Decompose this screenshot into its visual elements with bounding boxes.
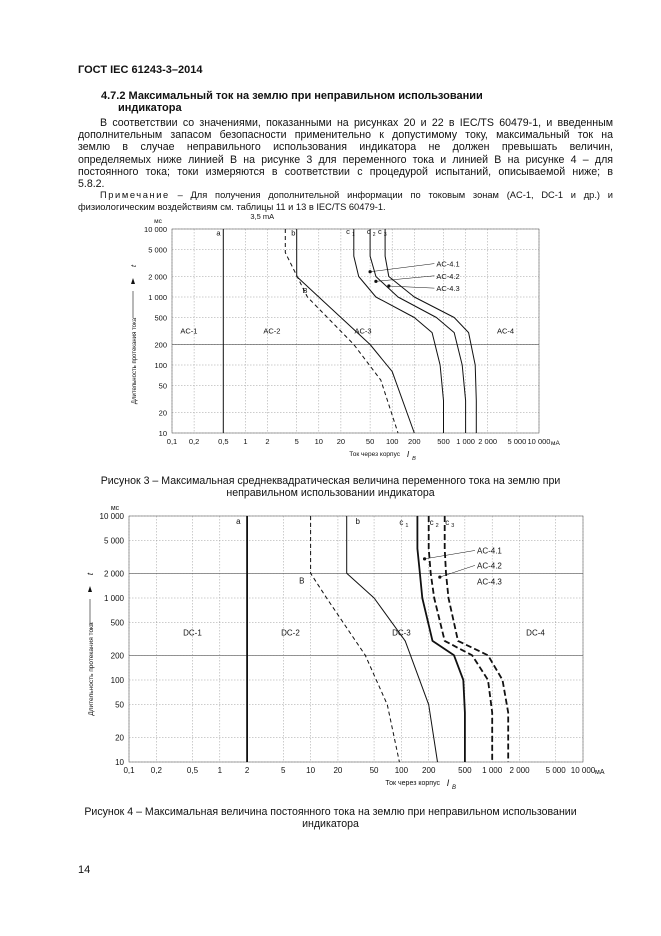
x-tick-label: 20: [333, 766, 343, 775]
curve-label-3,5 mA: 3,5 mA: [250, 212, 275, 222]
annotation-point: [438, 575, 441, 578]
figure-3-caption: [0, 475, 661, 499]
y-tick-label: 50: [115, 700, 124, 710]
x-axis-symbol: I: [406, 449, 410, 459]
y-tick-label: 500: [154, 313, 167, 323]
x-tick-label: 500: [437, 437, 450, 446]
x-tick-label: 1: [217, 766, 223, 775]
annotation-leader: [370, 264, 434, 272]
curve-label-B: B: [299, 576, 305, 586]
x-tick-label: 2 000: [478, 437, 498, 446]
x-tick-label: 1 000: [482, 766, 503, 775]
zone-label: AC-2: [263, 326, 281, 336]
zone-label: DC-3: [392, 628, 411, 638]
x-axis-title: Ток через корпус: [385, 780, 440, 787]
x-tick-label: 0,5: [186, 766, 199, 775]
y-axis-arrowhead: [131, 278, 135, 284]
y-axis-title: Длительность протекания тока: [88, 622, 95, 716]
x-axis-title: Ток через корпус: [349, 451, 400, 458]
curve-label-b: b: [355, 516, 360, 526]
curve-label-c1: c: [399, 517, 404, 527]
annotation-point: [374, 280, 377, 283]
x-tick-label: 5: [281, 766, 286, 775]
y-tick-label: 200: [110, 651, 124, 661]
x-tick-label: 1: [243, 437, 248, 446]
annotation-point: [369, 270, 372, 273]
y-tick-label: 200: [154, 340, 167, 350]
paragraph-line: постоянного тока; токи измеряются в соответствии с процедурой испытаний, описываемой ниже; в: [78, 165, 613, 178]
zone-label: AC-4: [496, 326, 515, 336]
curve-label-subscript: 3: [451, 522, 455, 529]
note-line1: [78, 190, 613, 202]
y-tick-label: 10 000: [144, 225, 167, 234]
x-tick-label: 0,2: [188, 437, 200, 446]
curve-B: [311, 516, 400, 762]
annotation-point: [423, 557, 426, 560]
curve-c2: [429, 516, 493, 762]
annotation-label: AC-4.3: [436, 284, 460, 294]
curve-b: [347, 516, 438, 762]
curve-c3: [445, 516, 509, 762]
zone-label: AC-1: [180, 326, 198, 336]
paragraph-line: В соответствии со значениями, показанными на рисунках 20 и 22 в IEC/TS 60479-1, и введенным: [100, 117, 613, 129]
page-number: 14: [78, 864, 91, 876]
y-tick-label: 10: [158, 429, 167, 438]
annotation-leader: [440, 565, 475, 577]
x-tick-label: 10 000: [570, 766, 596, 775]
curve-label-subscript: 1: [352, 231, 355, 238]
x-tick-label: 50: [365, 437, 375, 446]
curve-label-c3: c: [445, 517, 450, 527]
paragraph-line: землю в случае неправильного использования индикатора не должен превышать величин,: [78, 141, 613, 154]
chart-1: [129, 212, 560, 462]
annotation-label: AC-4.2: [476, 561, 502, 571]
x-unit-label: мА: [551, 440, 560, 447]
y-tick-label: 50: [158, 381, 167, 391]
y-tick-label: 2 000: [148, 272, 167, 282]
zone-label: AC-3: [354, 326, 372, 336]
curve-label-a: a: [236, 516, 241, 526]
x-tick-label: 100: [385, 437, 399, 446]
y-tick-label: 100: [110, 676, 124, 685]
curve-label-c2: c: [429, 517, 434, 527]
x-tick-label: 100: [394, 766, 409, 775]
annotation-leader: [425, 550, 475, 558]
x-unit-label: мА: [595, 769, 605, 776]
x-tick-label: 10 000: [527, 437, 551, 446]
y-tick-label: 2 000: [103, 569, 124, 579]
section-title: [101, 90, 483, 114]
curve-label-c2: c: [366, 226, 371, 236]
x-tick-label: 0,1: [166, 437, 178, 446]
figure-3-caption-line2: неправильном использовании индикатора: [226, 487, 435, 499]
x-tick-label: 20: [336, 437, 346, 446]
y-tick-label: 10: [115, 758, 124, 767]
note-text-1: – Для получения дополнительной информации по токовым зонам (AC-1, DC-1 и др.) и: [169, 190, 613, 200]
y-tick-label: 500: [110, 618, 124, 628]
paragraph-line: определяемых ниже линией B на рисунке 3 для переменного тока и линией B на рисунке 4 – для: [78, 153, 613, 166]
curve-b: [297, 226, 415, 433]
curve-label-B: B: [302, 285, 308, 295]
body-paragraph: [78, 117, 613, 190]
curve-label-subscript: 2: [435, 522, 439, 529]
x-tick-label: 2: [265, 437, 270, 446]
x-tick-label: 0,5: [218, 437, 229, 446]
section-title-line1: 4.7.2 Максимальный ток на землю при неправильном использовании: [101, 90, 483, 102]
y-axis-arrowhead: [88, 586, 92, 592]
x-tick-label: 0,1: [123, 766, 135, 775]
note-text-2: физиологическим воздействиям см. таблицы 11 и 13 в IEC/TS 60479-1.: [78, 201, 386, 212]
y-tick-label: 20: [115, 733, 124, 743]
x-tick-label: 1 000: [456, 437, 475, 446]
y-tick-label: 100: [154, 361, 167, 370]
x-axis-symbol: I: [446, 778, 450, 788]
annotation-leader: [376, 276, 434, 282]
curve-label-c1: c: [346, 226, 350, 236]
y-axis-title: Длительность протекания тока: [132, 317, 138, 405]
annotation-label: AC-4.2: [436, 271, 460, 281]
curve-label-subscript: 2: [372, 231, 376, 238]
y-tick-label: 10 000: [99, 512, 124, 521]
paragraph-line: дополнительным запасом безопасности применительно к допустимому току, максимальный ток на: [78, 129, 613, 142]
curve-label-subscript: 1: [405, 522, 409, 529]
x-tick-label: 5 000: [507, 437, 527, 446]
document-header: ГОСТ IEC 61243-3–2014: [78, 64, 203, 76]
curve-c3: [385, 229, 476, 433]
curve-c1: [417, 516, 465, 762]
note-block: [78, 190, 613, 213]
curve-label-subscript: 3: [383, 231, 387, 238]
note-label: Примечание: [100, 190, 170, 200]
curve-label-c3: c: [378, 226, 382, 236]
x-tick-label: 200: [422, 766, 436, 775]
plot-frame: [172, 226, 539, 433]
figure-4-caption-line2: индикатора: [302, 818, 359, 830]
figure-4-caption: [0, 806, 661, 830]
annotation-label: AC-4.3: [476, 577, 502, 587]
plot-frame: [129, 516, 583, 762]
annotation-point: [387, 284, 390, 287]
x-tick-label: 2 000: [509, 766, 530, 775]
y-axis-symbol: t: [129, 264, 138, 268]
chart-2: [86, 505, 605, 791]
zone-label: DC-2: [281, 628, 300, 638]
figure-3-caption-line1: Рисунок 3 – Максимальная среднеквадратическая величина переменного тока на землю при: [100, 475, 561, 487]
x-tick-label: 500: [458, 766, 472, 775]
y-tick-label: 1 000: [103, 594, 124, 603]
x-tick-label: 0,2: [150, 766, 162, 775]
x-tick-label: 5: [294, 437, 299, 446]
annotation-leader: [389, 286, 435, 288]
zone-label: DC-1: [183, 628, 202, 638]
y-unit-label: мс: [110, 505, 120, 512]
y-unit-label: мс: [154, 218, 162, 225]
x-tick-label: 10: [306, 766, 316, 775]
y-tick-label: 1 000: [148, 293, 167, 302]
y-tick-label: 5 000: [148, 245, 167, 255]
x-tick-label: 200: [408, 437, 421, 446]
annotation-label: AC-4.1: [476, 546, 502, 556]
curve-c2: [370, 226, 466, 433]
y-tick-label: 20: [158, 408, 167, 418]
y-axis-symbol: t: [86, 572, 95, 576]
x-axis-subscript: B: [451, 785, 457, 791]
curve-label-b: b: [291, 228, 296, 238]
x-tick-label: 5 000: [545, 766, 566, 775]
x-axis-subscript: B: [412, 456, 416, 462]
paragraph-line: 5.8.2.: [78, 178, 105, 191]
y-tick-label: 5 000: [103, 536, 124, 546]
annotation-label: AC-4.1: [436, 259, 460, 269]
x-tick-label: 50: [369, 766, 379, 775]
section-title-line2: индикатора: [118, 102, 182, 114]
curve-label-a: a: [216, 228, 221, 238]
x-tick-label: 10: [314, 437, 323, 446]
figure-4-caption-line1: Рисунок 4 – Максимальная величина постоянного тока на землю при неправильном использовании: [84, 806, 577, 818]
curve-c1: [354, 226, 444, 433]
curve-B: [285, 226, 398, 433]
x-tick-label: 2: [244, 766, 250, 775]
zone-label: DC-4: [526, 628, 545, 638]
